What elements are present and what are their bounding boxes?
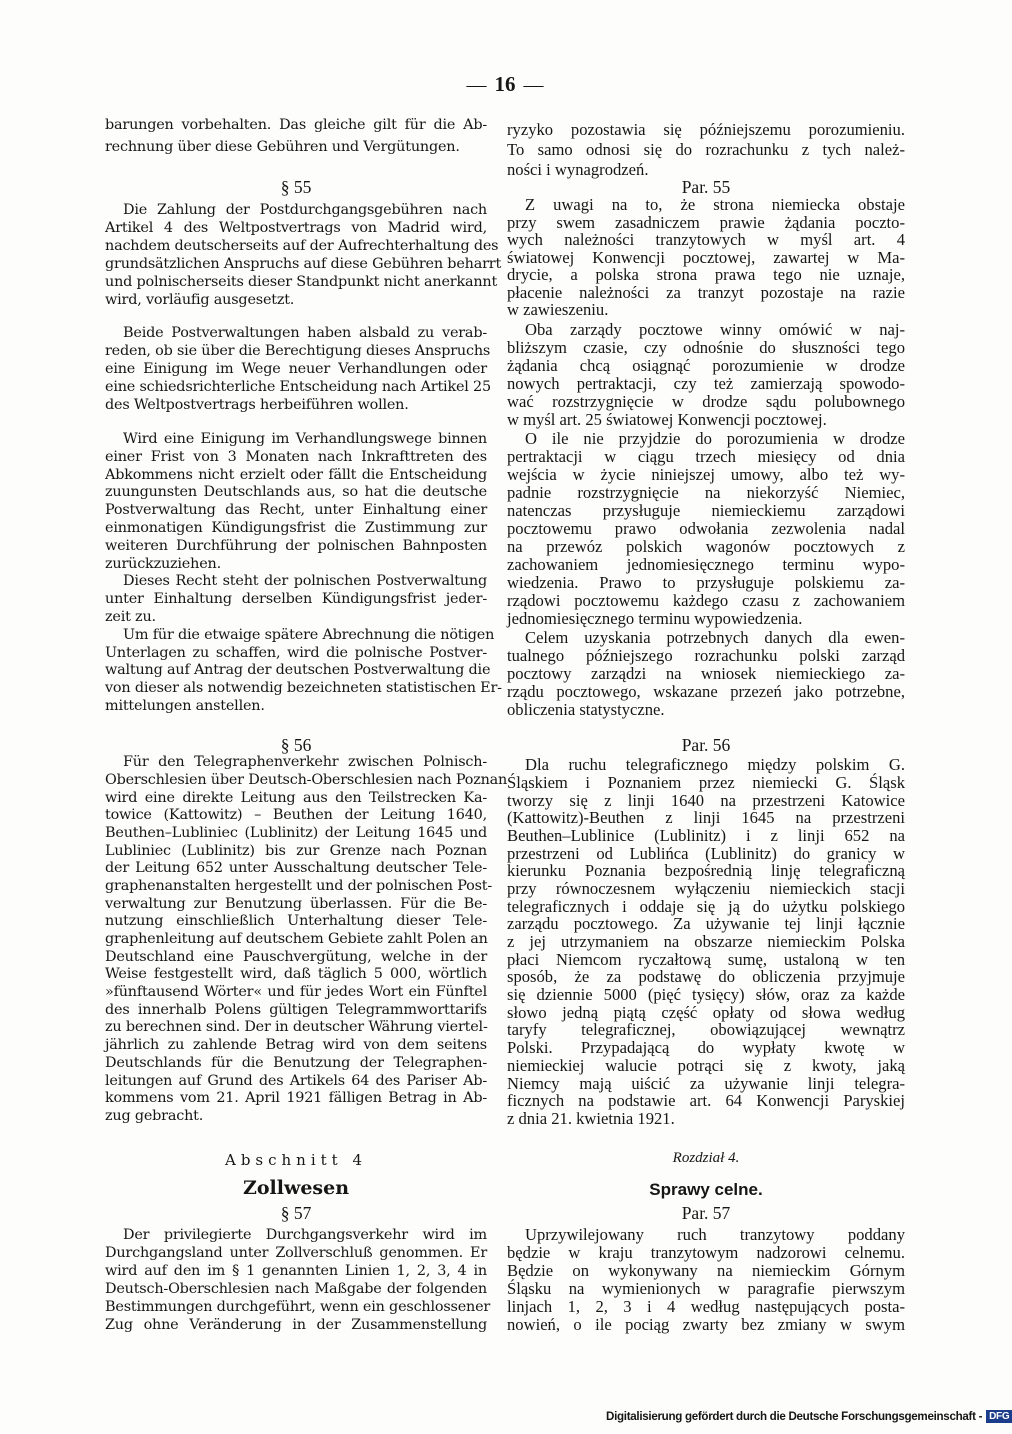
heading-chapter: Rozdział 4.	[672, 1150, 740, 1166]
text-line: Die Zahlung der Postdurchgangsgebühren nach	[123, 202, 487, 218]
text-line: żądania chcą osiągnąć porozumienie w drodze	[507, 356, 905, 376]
text-line: Beide Postverwaltungen haben alsbald zu verab-	[123, 325, 487, 341]
text-line: des Weltpostvertrags herbeiführen wollen.	[105, 397, 409, 413]
text-line: telegraficznych i oddaje się ją do użytku polskiego	[507, 896, 905, 916]
text-line: und polnischerseits dieser Standpunkt nicht anerkannt	[105, 274, 498, 290]
paragraph	[507, 430, 905, 629]
dfg-logo: DFG	[986, 1410, 1012, 1423]
text-line: przy swem zasadniczem prawie żądania poczto-	[507, 212, 905, 232]
text-line: obliczenia statystyczne.	[507, 699, 665, 719]
text-line: Beuthen–Lublinice (Lublinitz) i z linji 652 na	[507, 825, 905, 845]
text-line: zachowaniem jednomiesięcznego terminu wypo-	[507, 555, 905, 575]
text-line: graphenleitung auf deutschem Gebiete zahlt Polen an	[105, 931, 488, 948]
text-line: w myśl art. 25 światowej Konwencji pocztowej.	[507, 410, 827, 430]
page-number-dash: —	[523, 74, 544, 96]
text-line: się dziennie 5000 (pięć tysięcy) słów, oraz za każde	[507, 985, 905, 1005]
text-line: Durchgangsland unter Zollverschluß genommen. Er	[105, 1245, 487, 1261]
heading-section: Par. 55	[681, 177, 731, 197]
heading-section: § 57	[280, 1203, 312, 1223]
text-line: leitungen auf Grund des Artikels 64 des Pariser Ab-	[105, 1072, 487, 1089]
text-line: Bestimmungen durchgeführt, wenn ein geschlossener	[105, 1299, 491, 1315]
paragraph	[507, 1226, 905, 1334]
text-line: graphenanstalten hergestellt und der polnischen Post-	[105, 877, 493, 894]
text-line: Będzie on wykonywany na niemieckim Górnym	[507, 1261, 905, 1280]
heading-section: Par. 56	[681, 735, 731, 755]
text-line: rechnung über diese Gebühren und Vergütungen.	[105, 139, 460, 155]
text-line: zarządu pocztowego. Za używanie tej linji łącznie	[507, 914, 905, 934]
text-line: zuungunsten Deutschlands aus, so hat die deutsche	[105, 484, 487, 501]
paragraph	[507, 120, 905, 180]
heading-section: § 56	[280, 735, 312, 755]
text-line: pocztowy zarządzi na wniosek niemieckiego za-	[507, 663, 905, 683]
text-line: Wird eine Einigung im Verhandlungswege binnen	[123, 431, 487, 448]
text-line: waltung auf Antrag der deutschen Postverwaltung die	[105, 662, 491, 679]
text-line: Um für die etwaige spätere Abrechnung die nötigen	[123, 626, 495, 643]
text-block	[507, 196, 905, 319]
paragraph	[105, 201, 502, 309]
text-line: weiteren Durchführung der polnischen Bahnposten	[105, 537, 487, 554]
text-line: mittelungen anstellen.	[105, 698, 265, 715]
text-line: To samo odnosi się do rozrachunku z tych należ-	[507, 140, 905, 159]
text-line: Für den Telegraphenverkehr zwischen Polnisch-	[123, 754, 487, 771]
text-line: eine schiedsrichterliche Entscheidung nach Artikel 25	[105, 379, 491, 395]
text-line: bliższym czasie, czy odnośnie do słuszności tego	[507, 338, 905, 358]
heading-chapter: Abschnitt 4	[224, 1151, 368, 1169]
paragraph	[105, 114, 487, 158]
text-line: światowej Konwencji pocztowej, zawartej w Ma-	[507, 247, 905, 267]
text-block	[507, 1226, 905, 1334]
text-line: Deutsch-Oberschlesien nach Maßgabe der folgenden	[105, 1281, 487, 1297]
text-block	[105, 201, 502, 309]
text-block	[507, 120, 905, 180]
text-line: Zug ohne Veränderung in der Zusammenstellung	[105, 1317, 487, 1333]
paragraph	[507, 321, 905, 430]
paragraph	[105, 573, 487, 626]
text-line: nowych pertraktacji, czy też zamierzają spowodo-	[507, 374, 905, 394]
text-line: Abkommens nicht erzielt oder fällt die Entscheidung	[105, 466, 487, 483]
text-line: wejścia w życie niniejszej umowy, albo też wy-	[507, 464, 905, 484]
text-line: Deutschlands für die Benutzung der Telegraphen-	[105, 1054, 487, 1071]
text-line: niemieckiej walucie potrąci się z kwoty, jaką	[507, 1055, 905, 1075]
paragraph	[105, 626, 502, 716]
text-line: von dieser als notwendig bezeichneten statistischen Er-	[105, 680, 502, 697]
paragraph	[105, 324, 491, 414]
text-line: wird, vorläufig ausgesetzt.	[105, 292, 295, 308]
text-line: na przewóz polskich wagonów pocztowych z	[507, 537, 905, 557]
heading-title: Sprawy celne.	[649, 1180, 763, 1199]
text-line: Niemcy mają uiścić za używanie linji telegra-	[507, 1073, 905, 1093]
text-line: Postverwaltung das Recht, unter Einhaltung einer	[105, 502, 487, 519]
paragraph	[507, 196, 905, 319]
text-line: zeit zu.	[105, 609, 156, 626]
text-line: pertraktacji w ciągu trzech miesięcy od dnia	[507, 446, 905, 466]
text-line: eine Einigung im Wege neuer Verhandlungen oder	[105, 361, 487, 377]
text-line: Deutschland eine Pauschvergütung, welche in der	[105, 948, 487, 965]
text-line: padnie rozstrzygnięcie na niekorzyść Niemiec,	[507, 482, 905, 502]
text-line: z dnia 21. kwietnia 1921.	[507, 1108, 675, 1128]
text-line: verwaltung zur Benutzung überlassen. Für die Be-	[105, 895, 487, 912]
text-line: einmonatigen Kündigungsfrist die Zustimmung zur	[105, 520, 487, 537]
text-line: nutzung einschließlich Unterhaltung dieser Tele-	[105, 913, 487, 930]
text-line: zu berechnen sind. Der in deutscher Währung viertel-	[105, 1019, 488, 1036]
paragraph	[105, 754, 508, 1125]
text-line: ności i wynagrodzeń.	[507, 160, 649, 179]
text-line: kierunku Poznania bezpośrednią linję telegraficzną	[507, 861, 905, 881]
text-line: jährlich zu zahlende Betrag wird von dem seitens	[105, 1037, 487, 1054]
paragraph	[507, 629, 905, 719]
text-line: Beuthen–Lubliniec (Lublinitz) der Leitung 1645 und	[105, 824, 487, 841]
text-line: sposób, że za podstawę do obliczenia przyjmuje	[507, 967, 905, 987]
text-line: barungen vorbehalten. Das gleiche gilt für die Ab-	[105, 117, 487, 133]
text-line: tworzy się z linji 1640 na przestrzeni Katowice	[507, 790, 905, 810]
text-line: w zawieszeniu.	[507, 300, 609, 320]
text-line: natenczas przysługuje niemieckiemu zarządowi	[507, 500, 905, 520]
text-line: Artikel 4 des Weltpostvertrags von Madrid wird,	[105, 220, 487, 236]
text-line: linjach 1, 2, 3 i 4 według następujących posta-	[507, 1297, 905, 1316]
footer-text: Digitalisierung gefördert durch die Deutsche Forschungsgemeinschaft -	[606, 1410, 983, 1423]
text-line: rządowi pocztowemu każdego czasu z zachowaniem	[507, 591, 905, 611]
text-block	[507, 321, 905, 719]
text-line: przestrzeni od Lublińca (Lublinitz) do granicy w	[507, 843, 905, 863]
text-line: wird auf den im § 1 genannten Linien 1, 2, 3, 4 in	[105, 1263, 487, 1279]
footer-credit	[606, 1410, 1012, 1423]
text-line: wać rozstrzygnięcie w drodze sądu polubownego	[507, 392, 905, 412]
paragraph	[507, 756, 905, 1127]
text-block	[105, 324, 491, 414]
text-line: Uprzywilejowany ruch tranzytowy poddany	[525, 1225, 905, 1244]
text-line: wiedzenia. Prawo to przysługuje polskiemu za-	[507, 573, 905, 593]
text-line: einer Frist von 3 Monaten nach Inkrafttreten des	[105, 448, 487, 465]
paragraph	[105, 1226, 491, 1334]
text-line: przy równoczesnem wyłączeniu niemieckich stacji	[507, 878, 905, 898]
text-line: (Kattowitz)-Beuthen z linji 1645 na przestrzeni	[507, 808, 905, 828]
page-number-dash: —	[466, 74, 487, 96]
text-line: rządu pocztowego, wskazane przezeń jako potrzebne,	[507, 681, 905, 701]
text-line: Weise festgestellt wird, daß täglich 5 000, wörtlich	[105, 966, 487, 983]
text-line: ficznych na podstawie art. 64 Konwencji Paryskiej	[507, 1091, 905, 1111]
text-line: Lubliniec (Lublinitz) bis zur Grenze nach Poznan	[105, 842, 487, 859]
text-line: nowień, o ile pociąg zwarty bez zmiany w swym	[507, 1315, 905, 1334]
text-line: Celem uzyskania potrzebnych danych dla ewen-	[525, 627, 905, 647]
text-line: unter Einhaltung derselben Kündigungsfrist jeder-	[105, 591, 487, 608]
text-line: Oba zarządy pocztowe winny omówić w naj-	[525, 319, 905, 339]
text-line: tualnego późniejszego rozrachunku polski zarząd	[507, 645, 905, 665]
text-line: kommens vom 21. April 1921 fälligen Betrag in Ab-	[105, 1090, 487, 1107]
text-line: Polski. Przypadającą do wypłaty kwotę w	[507, 1038, 905, 1058]
text-line: Oberschlesien über Deutsch-Oberschlesien nach Poznan	[105, 771, 508, 788]
text-block	[105, 114, 487, 158]
text-block	[105, 754, 508, 1125]
text-line: nachdem deutscherseits auf der Aufrechterhaltung des	[105, 238, 499, 254]
text-block	[507, 756, 905, 1127]
text-line: Z uwagi na to, że strona niemiecka obstaje	[525, 195, 905, 215]
text-line: Dla ruchu telegraficznego między polskim G.	[525, 755, 905, 775]
text-line: drycie, a polska strona prawa tego nie uznaje,	[507, 265, 905, 285]
text-line: Unterlagen zu schaffen, wird die polnische Postver-	[105, 644, 487, 661]
text-line: »fünftausend Wörter« und für jedes Wort ein Fünftel	[105, 984, 487, 1001]
text-line: taryfy telegraficznej, obowiązującej wewnątrz	[507, 1020, 905, 1040]
text-line: Der privilegierte Durchgangsverkehr wird im	[123, 1227, 487, 1243]
text-line: towice (Kattowitz) – Beuthen der Leitung 1640,	[105, 807, 487, 824]
text-line: płacenie należności za tranzyt pozostaje na razie	[507, 282, 905, 302]
text-line: O ile nie przyjdzie do porozumienia w drodze	[525, 428, 905, 448]
text-line: płaci Niemcom ryczałtową sumę, ustaloną w ten	[507, 949, 905, 969]
paragraph	[105, 431, 487, 573]
text-line: grundsätzlichen Anspruchs auf diese Gebühren beharrt	[105, 256, 502, 272]
text-line: wych należności tranzytowych w myśl art. 4	[507, 230, 905, 250]
text-block	[105, 431, 502, 716]
text-line: Dieses Recht steht der polnischen Postverwaltung	[123, 573, 487, 590]
text-line: słowo jedną piątą część opłaty od słowa według	[507, 1002, 905, 1022]
text-line: pocztowemu prawo odwołania zezwolenia nadal	[507, 518, 905, 538]
heading-section: § 55	[280, 177, 312, 197]
text-line: Śląskiem i Poznaniem przez niemiecki G. Śląsk	[507, 772, 905, 792]
text-line: des innerhalb Polens gültigen Telegrammworttarifs	[105, 1001, 487, 1018]
text-line: Śląsku na wymienionych w paragrafie pierwszym	[507, 1279, 905, 1298]
text-line: z jej utrzymaniem na obszarze niemieckim Polska	[507, 932, 905, 952]
page-number	[450, 72, 560, 97]
heading-title: Zollwesen	[242, 1177, 350, 1199]
text-line: wird eine direkte Leitung aus den Teilstrecken Ka-	[105, 789, 487, 806]
text-block	[105, 1226, 491, 1334]
text-line: der Leitung 652 unter Ausschaltung deutscher Tele-	[105, 860, 487, 877]
page-number-value: 16	[494, 72, 516, 96]
text-line: reden, ob sie über die Berechtigung dieses Anspruchs	[105, 343, 491, 359]
text-line: zug gebracht.	[105, 1107, 204, 1124]
text-line: zurückzuziehen.	[105, 555, 221, 572]
text-line: będzie w kraju tranzytowym nadzorowi celnemu.	[507, 1243, 905, 1262]
text-line: ryzyko pozostawia się późniejszemu porozumieniu.	[507, 120, 905, 139]
heading-section: Par. 57	[681, 1203, 731, 1223]
text-line: jednomiesięcznego terminu wypowiedzenia.	[507, 609, 803, 629]
